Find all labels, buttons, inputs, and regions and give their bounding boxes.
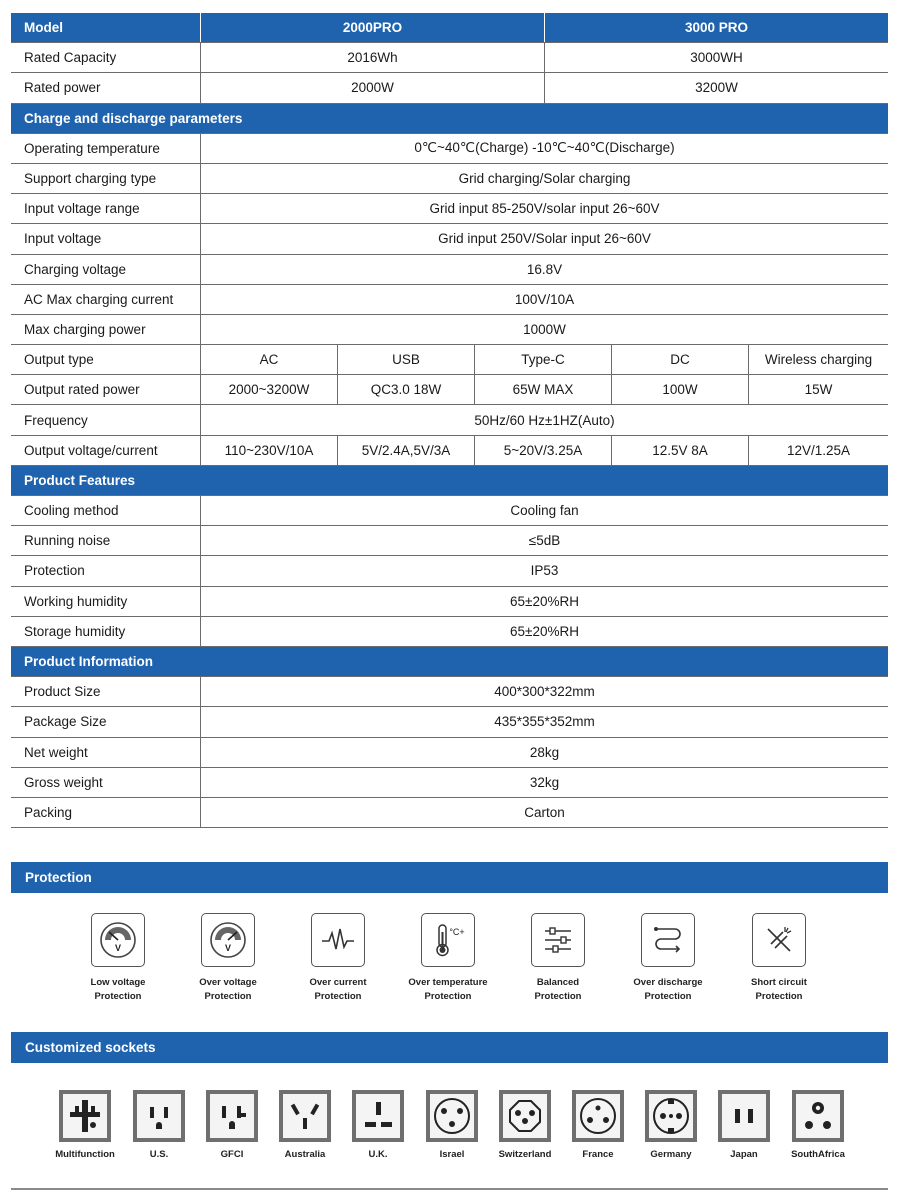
- multifunction-socket-icon: [63, 1094, 107, 1138]
- svg-text:V: V: [114, 943, 122, 953]
- spec-value-b: 3200W: [544, 73, 888, 102]
- socket-label: France: [582, 1149, 614, 1160]
- spec-value: ≤5dB: [200, 526, 888, 555]
- model-a: 2000PRO: [200, 13, 544, 42]
- model-header-row: [11, 13, 888, 43]
- current-wave-icon: [311, 913, 365, 967]
- spec-row: [11, 677, 888, 707]
- protection-item: [393, 913, 503, 1004]
- socket-item: [50, 1090, 120, 1160]
- spec-value: 65±20%RH: [200, 587, 888, 616]
- output-cell: 5~20V/3.25A: [474, 436, 611, 465]
- spec-label: Input voltage: [24, 231, 102, 247]
- socket-item: [783, 1090, 853, 1160]
- sockets-section-header: [11, 1032, 888, 1063]
- australia-socket-icon: [283, 1094, 327, 1138]
- spec-label: Support charging type: [24, 171, 157, 187]
- spec-value: Grid charging/Solar charging: [200, 164, 888, 193]
- spec-value: Grid input 250V/Solar input 26~60V: [200, 224, 888, 253]
- spec-value-a: 2000W: [200, 73, 544, 102]
- output-cell: 65W MAX: [474, 375, 611, 404]
- thermometer-icon: [421, 913, 475, 967]
- output-cell: QC3.0 18W: [337, 375, 474, 404]
- spec-label: Max charging power: [24, 321, 146, 337]
- france-socket-icon: [576, 1094, 620, 1138]
- spec-row: [11, 194, 888, 224]
- spec-row: [11, 556, 888, 586]
- spec-row: [11, 315, 888, 345]
- spec-value: 0℃~40℃(Charge) -10℃~40℃(Discharge): [200, 134, 888, 163]
- footer-divider: [11, 1188, 888, 1190]
- spec-value: 16.8V: [200, 255, 888, 284]
- section-features-header: [11, 466, 888, 496]
- spec-row: [11, 405, 888, 435]
- output-cell: 5V/2.4A,5V/3A: [337, 436, 474, 465]
- socket-label: Multifunction: [55, 1149, 115, 1160]
- output-cell: 2000~3200W: [200, 375, 337, 404]
- spec-row: [11, 617, 888, 647]
- south-africa-socket-icon: [796, 1094, 840, 1138]
- spec-row: [11, 73, 888, 103]
- sliders-icon: [531, 913, 585, 967]
- protection-caption: Protection: [755, 991, 803, 1002]
- japan-socket-icon: [722, 1094, 766, 1138]
- socket-label: U.S.: [149, 1149, 169, 1160]
- output-cell: 100W: [611, 375, 748, 404]
- spec-label: AC Max charging current: [24, 291, 174, 307]
- spec-row: [11, 134, 888, 164]
- switzerland-socket-icon: [503, 1094, 547, 1138]
- socket-item: [417, 1090, 487, 1160]
- output-cell: DC: [611, 345, 748, 374]
- socket-label: Germany: [650, 1149, 692, 1160]
- spec-label: Input voltage range: [24, 201, 140, 217]
- gfci-socket-icon: [210, 1094, 254, 1138]
- protection-item: [503, 913, 613, 1004]
- israel-socket-icon: [430, 1094, 474, 1138]
- protection-caption: Over discharge: [633, 977, 703, 988]
- spec-value: 50Hz/60 Hz±1HZ(Auto): [200, 405, 888, 434]
- socket-item: [197, 1090, 267, 1160]
- spec-label: Running noise: [24, 533, 111, 549]
- section-title: Product Features: [24, 472, 136, 488]
- socket-item: [709, 1090, 779, 1160]
- svg-text:V: V: [224, 943, 232, 953]
- spec-value-b: 3000WH: [544, 43, 888, 72]
- spec-row: [11, 164, 888, 194]
- spec-label: Charging voltage: [24, 261, 127, 277]
- spec-label: Protection: [24, 563, 85, 579]
- socket-item: [490, 1090, 560, 1160]
- protection-caption: Protection: [314, 991, 362, 1002]
- spec-label: Net weight: [24, 744, 88, 760]
- spec-row: [11, 587, 888, 617]
- spec-row: [11, 255, 888, 285]
- protection-caption: Protection: [534, 991, 582, 1002]
- protection-caption: Protection: [94, 991, 142, 1002]
- socket-label: GFCI: [220, 1149, 244, 1160]
- socket-label: Switzerland: [498, 1149, 552, 1160]
- spec-label: Working humidity: [24, 593, 128, 609]
- svg-text:°C+: °C+: [449, 927, 465, 937]
- output-cell: 110~230V/10A: [200, 436, 337, 465]
- model-label: Model: [24, 20, 63, 36]
- protection-item: [63, 913, 173, 1004]
- spec-label: Frequency: [24, 412, 88, 428]
- spec-row: [11, 768, 888, 798]
- spec-row: [11, 526, 888, 556]
- socket-label: U.K.: [368, 1149, 388, 1160]
- protection-item: [724, 913, 834, 1004]
- section-title: Charge and discharge parameters: [24, 110, 243, 126]
- protection-caption: Protection: [204, 991, 252, 1002]
- output-cell: Type-C: [474, 345, 611, 374]
- spec-value: 400*300*322mm: [200, 677, 888, 706]
- low-voltage-gauge-icon: [91, 913, 145, 967]
- socket-item: [636, 1090, 706, 1160]
- spec-value: Carton: [200, 798, 888, 827]
- socket-item: [563, 1090, 633, 1160]
- model-b: 3000 PRO: [544, 13, 888, 42]
- output-cell: Wireless charging: [748, 345, 888, 374]
- protection-caption: Protection: [424, 991, 472, 1002]
- spec-table: [11, 13, 888, 828]
- spec-row: [11, 738, 888, 768]
- protection-item: [613, 913, 723, 1004]
- spec-label: Output rated power: [24, 382, 140, 398]
- over-voltage-gauge-icon: [201, 913, 255, 967]
- section-title: Customized sockets: [25, 1040, 156, 1055]
- protection-item: [283, 913, 393, 1004]
- protection-caption: Over voltage: [199, 977, 257, 988]
- protection-caption: Protection: [644, 991, 692, 1002]
- short-circuit-icon: [752, 913, 806, 967]
- socket-label: Japan: [730, 1149, 758, 1160]
- spec-value: 28kg: [200, 738, 888, 767]
- uk-socket-icon: [356, 1094, 400, 1138]
- socket-label: Israel: [439, 1149, 465, 1160]
- section-info-header: [11, 647, 888, 677]
- spec-value: IP53: [200, 556, 888, 585]
- section-charge-header: [11, 104, 888, 134]
- section-title: Product Information: [24, 654, 153, 670]
- spec-label: Cooling method: [24, 503, 119, 519]
- socket-label: Australia: [284, 1149, 326, 1160]
- output-power-row: [11, 375, 888, 405]
- output-cell: 15W: [748, 375, 888, 404]
- spec-label: Output voltage/current: [24, 442, 158, 458]
- protection-caption: Over temperature: [408, 977, 488, 988]
- spec-label: Operating temperature: [24, 140, 160, 156]
- output-cell: AC: [200, 345, 337, 374]
- protection-section-header: [11, 862, 888, 893]
- spec-value: 65±20%RH: [200, 617, 888, 646]
- spec-label: Gross weight: [24, 774, 103, 790]
- spec-label: Output type: [24, 352, 94, 368]
- spec-value: Cooling fan: [200, 496, 888, 525]
- socket-item: [124, 1090, 194, 1160]
- protection-item: [173, 913, 283, 1004]
- spec-row: [11, 285, 888, 315]
- output-cell: 12.5V 8A: [611, 436, 748, 465]
- protection-caption: Short circuit: [751, 977, 807, 988]
- spec-row: [11, 43, 888, 73]
- spec-label: Packing: [24, 804, 73, 820]
- us-socket-icon: [137, 1094, 181, 1138]
- spec-row: [11, 798, 888, 828]
- output-type-row: [11, 345, 888, 375]
- spec-label: Product Size: [24, 684, 101, 700]
- socket-item: [270, 1090, 340, 1160]
- protection-caption: Over current: [309, 977, 367, 988]
- germany-socket-icon: [649, 1094, 693, 1138]
- spec-label: Storage humidity: [24, 623, 126, 639]
- spec-value: 100V/10A: [200, 285, 888, 314]
- spec-label: Package Size: [24, 714, 107, 730]
- spec-label: Rated power: [24, 80, 101, 96]
- spec-value: 32kg: [200, 768, 888, 797]
- socket-label: SouthAfrica: [791, 1149, 845, 1160]
- protection-caption: Balanced: [536, 977, 580, 988]
- output-voltage-row: [11, 436, 888, 466]
- discharge-path-icon: [641, 913, 695, 967]
- spec-row: [11, 496, 888, 526]
- spec-value: Grid input 85-250V/solar input 26~60V: [200, 194, 888, 223]
- socket-item: [343, 1090, 413, 1160]
- spec-value: 1000W: [200, 315, 888, 344]
- spec-row: [11, 224, 888, 254]
- output-cell: 12V/1.25A: [748, 436, 888, 465]
- spec-label: Rated Capacity: [24, 50, 117, 66]
- protection-caption: Low voltage: [90, 977, 146, 988]
- spec-row: [11, 707, 888, 737]
- spec-value-a: 2016Wh: [200, 43, 544, 72]
- output-cell: USB: [337, 345, 474, 374]
- spec-value: 435*355*352mm: [200, 707, 888, 736]
- section-title: Protection: [25, 870, 92, 885]
